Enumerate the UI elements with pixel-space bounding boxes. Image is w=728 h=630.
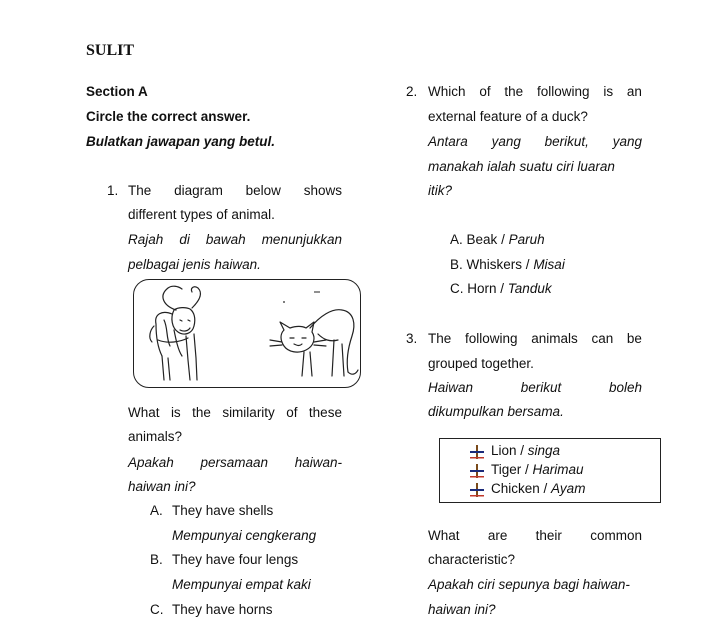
q1-stem-ms-line1 bbox=[128, 231, 342, 249]
q2-option-c-sep: / bbox=[496, 281, 508, 296]
q3-word: be bbox=[626, 331, 642, 346]
q1-question-word: What bbox=[128, 405, 160, 420]
q1-option-c-letter[interactable]: C. bbox=[150, 602, 164, 617]
q3-question-word: their bbox=[535, 528, 562, 543]
q3-stem-ms-line1 bbox=[428, 379, 642, 397]
animal-ms: Ayam bbox=[551, 481, 586, 496]
q3-number: 3. bbox=[406, 331, 418, 346]
q2-word-ms: Antara bbox=[428, 134, 468, 149]
q1-question-word-ms: persamaan bbox=[200, 455, 269, 470]
q2-number: 2. bbox=[406, 84, 418, 99]
animal-list-item-lion bbox=[491, 442, 560, 460]
q3-question-line2: characteristic? bbox=[428, 552, 516, 567]
q2-option-b-ms: Misai bbox=[533, 257, 565, 272]
animal-sep: / bbox=[539, 481, 552, 496]
q2-option-c-ms: Tanduk bbox=[507, 281, 552, 296]
q3-word-ms: Haiwan bbox=[428, 380, 474, 395]
animal-en: Chicken bbox=[491, 481, 540, 496]
q2-option-a-letter: A. bbox=[450, 232, 463, 247]
header-sulit: SULIT bbox=[86, 42, 135, 59]
q2-word: of bbox=[479, 84, 491, 99]
q2-word-ms: yang bbox=[612, 134, 642, 149]
q3-stem-line2: grouped together. bbox=[428, 356, 534, 371]
q1-question-word: the bbox=[192, 405, 211, 420]
q2-option-c-letter: C. bbox=[450, 281, 464, 296]
q1-question-word: these bbox=[308, 405, 342, 420]
q2-option-a-sep: / bbox=[497, 232, 509, 247]
q1-stem-ms-line2: pelbagai jenis haiwan. bbox=[128, 257, 261, 272]
q2-stem-line2: external feature of a duck? bbox=[428, 109, 588, 124]
q1-word: shows bbox=[303, 183, 342, 198]
buffalo-and-cat-drawing bbox=[134, 280, 362, 389]
instruction-en: Circle the correct answer. bbox=[86, 109, 251, 124]
q2-option-b[interactable] bbox=[450, 256, 565, 274]
q1-question-ms-line2: haiwan ini? bbox=[128, 479, 196, 494]
q3-question-ms-line1: Apakah ciri sepunya bagi haiwan- bbox=[428, 577, 630, 592]
q2-word: an bbox=[626, 84, 642, 99]
q3-stem-line1 bbox=[428, 330, 642, 348]
q1-option-b-en[interactable]: They have four lengs bbox=[172, 552, 299, 567]
q1-word: below bbox=[245, 183, 281, 198]
q1-word-ms: bawah bbox=[205, 232, 246, 247]
bullet-icon bbox=[470, 464, 484, 478]
animal-ms: singa bbox=[527, 443, 561, 458]
q3-question-word: What bbox=[428, 528, 460, 543]
q3-stem-ms-line2: dikumpulkan bersama. bbox=[428, 404, 564, 419]
animal-sep: / bbox=[516, 443, 528, 458]
q2-word: the bbox=[504, 84, 524, 99]
q3-word: The bbox=[428, 331, 452, 346]
bullet-icon bbox=[470, 445, 484, 459]
q2-option-c[interactable] bbox=[450, 280, 552, 298]
animal-en: Lion bbox=[491, 443, 517, 458]
q3-word: following bbox=[464, 331, 518, 346]
q1-question-line2: animals? bbox=[128, 429, 183, 444]
q2-stem-ms-line1 bbox=[428, 133, 642, 151]
q2-stem-line1 bbox=[428, 83, 642, 101]
q3-question-line1 bbox=[428, 527, 642, 545]
q2-word-ms: berikut, bbox=[544, 134, 589, 149]
animal-ms: Harimau bbox=[532, 462, 584, 477]
q2-word: Which bbox=[428, 84, 466, 99]
q2-word: is bbox=[603, 84, 614, 99]
q3-question-ms-line2: haiwan ini? bbox=[428, 602, 496, 617]
animal-list-item-chicken bbox=[491, 480, 585, 498]
q2-option-b-sep: / bbox=[522, 257, 534, 272]
q1-question-word: similarity bbox=[222, 405, 275, 420]
q1-option-a-en[interactable]: They have shells bbox=[172, 503, 274, 518]
q2-option-b-letter: B. bbox=[450, 257, 463, 272]
q1-question-word-ms: haiwan- bbox=[294, 455, 342, 470]
cat-icon bbox=[270, 310, 358, 376]
q2-stem-ms-line3: itik? bbox=[428, 183, 453, 198]
q1-question-word: of bbox=[286, 405, 298, 420]
section-title: Section A bbox=[86, 84, 148, 99]
q1-word: The bbox=[128, 183, 152, 198]
q2-stem-ms-line2: manakah ialah suatu ciri luaran bbox=[428, 159, 615, 174]
q1-word: diagram bbox=[174, 183, 223, 198]
q1-number: 1. bbox=[107, 183, 119, 198]
animal-diagram bbox=[133, 279, 361, 388]
q1-word-ms: Rajah bbox=[128, 232, 164, 247]
q3-word-ms: berikut bbox=[520, 380, 562, 395]
q2-option-a-ms: Paruh bbox=[508, 232, 545, 247]
instruction-ms: Bulatkan jawapan yang betul. bbox=[86, 134, 276, 149]
q1-option-c-en[interactable]: They have horns bbox=[172, 602, 273, 617]
q1-word-ms: menunjukkan bbox=[261, 232, 342, 247]
q1-question-word: is bbox=[170, 405, 181, 420]
bullet-icon bbox=[470, 483, 484, 497]
q2-option-b-en: Whiskers bbox=[466, 257, 523, 272]
q2-option-a[interactable] bbox=[450, 231, 545, 249]
animal-list-box bbox=[439, 438, 661, 503]
q1-option-b-letter[interactable]: B. bbox=[150, 552, 163, 567]
q1-option-b-ms[interactable]: Mempunyai empat kaki bbox=[172, 577, 311, 592]
q2-option-c-en: Horn bbox=[467, 281, 497, 296]
q3-word: animals bbox=[531, 331, 578, 346]
q1-stem-line1 bbox=[128, 182, 342, 200]
q1-question-line1 bbox=[128, 404, 342, 422]
q2-word: following bbox=[537, 84, 590, 99]
animal-sep: / bbox=[521, 462, 533, 477]
q2-word-ms: yang bbox=[491, 134, 521, 149]
q3-question-word: common bbox=[590, 528, 642, 543]
buffalo-icon bbox=[150, 286, 201, 380]
q1-word-ms: di bbox=[179, 232, 190, 247]
q1-question-ms-line1 bbox=[128, 454, 342, 472]
q1-question-word-ms: Apakah bbox=[128, 455, 174, 470]
q1-option-a-ms[interactable]: Mempunyai cengkerang bbox=[172, 528, 317, 543]
q3-word: can bbox=[591, 331, 614, 346]
animal-en: Tiger bbox=[491, 462, 522, 477]
q1-option-a-letter[interactable]: A. bbox=[150, 503, 163, 518]
animal-list-item-tiger bbox=[491, 461, 584, 479]
q3-word-ms: boleh bbox=[608, 380, 642, 395]
q1-stem-line2: different types of animal. bbox=[128, 207, 275, 222]
q3-question-word: are bbox=[487, 528, 508, 543]
q2-option-a-en: Beak bbox=[466, 232, 498, 247]
